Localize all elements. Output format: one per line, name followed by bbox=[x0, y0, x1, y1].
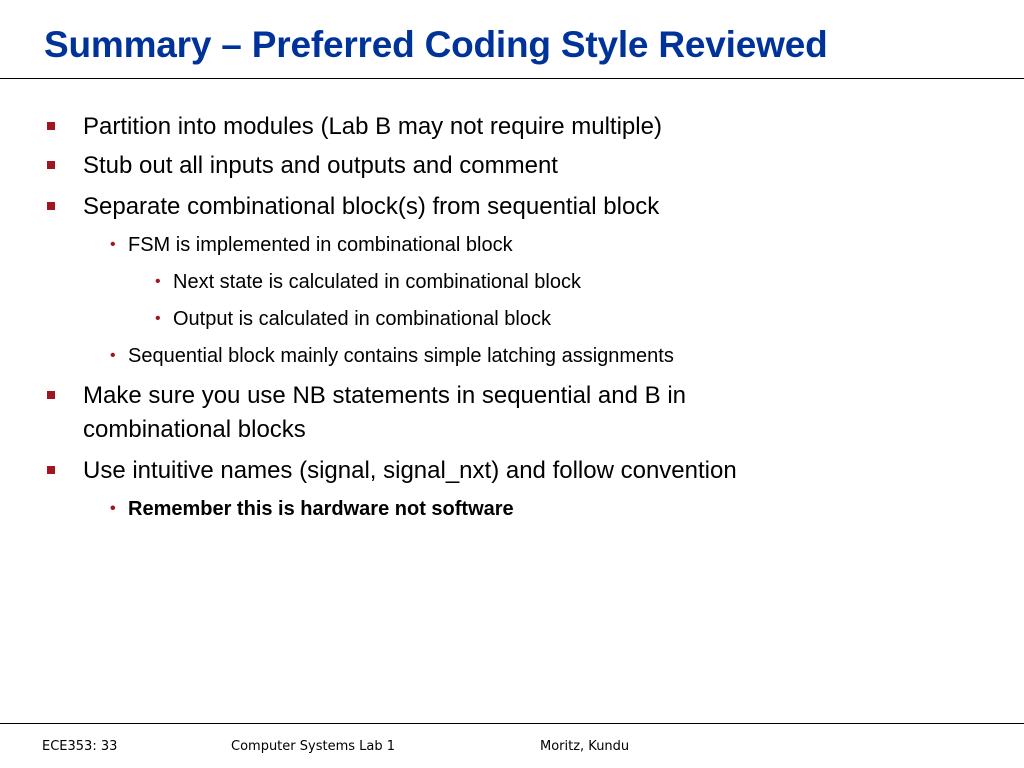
bullet-text: Separate combinational block(s) from sequential block bbox=[83, 193, 660, 220]
sub-bullet-item bbox=[110, 342, 674, 370]
square-bullet-icon bbox=[47, 391, 55, 399]
dot-bullet-icon: • bbox=[110, 236, 116, 253]
dot-bullet-icon: • bbox=[110, 500, 116, 517]
bullet-text: Stub out all inputs and outputs and comment bbox=[83, 152, 558, 179]
bullet-item bbox=[83, 454, 737, 488]
dot-bullet-icon: • bbox=[110, 347, 116, 364]
bullet-text: Partition into modules (Lab B may not require multiple) bbox=[83, 113, 662, 140]
dot-bullet-icon: • bbox=[155, 273, 161, 290]
bullet-text: Use intuitive names (signal, signal_nxt) and follow convention bbox=[83, 457, 737, 484]
sub-bullet-item bbox=[110, 495, 514, 523]
square-bullet-icon bbox=[47, 202, 55, 210]
sub-bullet-item bbox=[110, 231, 513, 259]
dot-bullet-icon: • bbox=[155, 310, 161, 327]
footer-slide-number: ECE353: 33 bbox=[42, 739, 118, 754]
bullet-item bbox=[83, 110, 662, 144]
sub-bullet-text: FSM is implemented in combinational block bbox=[128, 234, 513, 256]
sub-sub-bullet-item bbox=[155, 268, 581, 296]
title-divider bbox=[0, 78, 1024, 79]
bullet-item bbox=[83, 149, 558, 183]
square-bullet-icon bbox=[47, 161, 55, 169]
sub-bullet-text: Remember this is hardware not software bbox=[128, 498, 514, 520]
bullet-text: Make sure you use NB statements in sequential and B in combinational blocks bbox=[83, 382, 686, 443]
sub-bullet-text: Sequential block mainly contains simple latching assignments bbox=[128, 345, 674, 367]
sub-sub-bullet-text: Output is calculated in combinational block bbox=[173, 308, 551, 330]
square-bullet-icon bbox=[47, 122, 55, 130]
sub-sub-bullet-item bbox=[155, 305, 551, 333]
sub-sub-bullet-text: Next state is calculated in combinational block bbox=[173, 271, 581, 293]
bullet-item bbox=[83, 190, 659, 224]
footer-divider bbox=[0, 723, 1024, 724]
bullet-item bbox=[83, 379, 823, 447]
square-bullet-icon bbox=[47, 466, 55, 474]
footer-course: Computer Systems Lab 1 bbox=[231, 739, 396, 754]
footer-authors: Moritz, Kundu bbox=[540, 739, 630, 754]
slide-title: Summary – Preferred Coding Style Reviewed bbox=[44, 24, 828, 65]
